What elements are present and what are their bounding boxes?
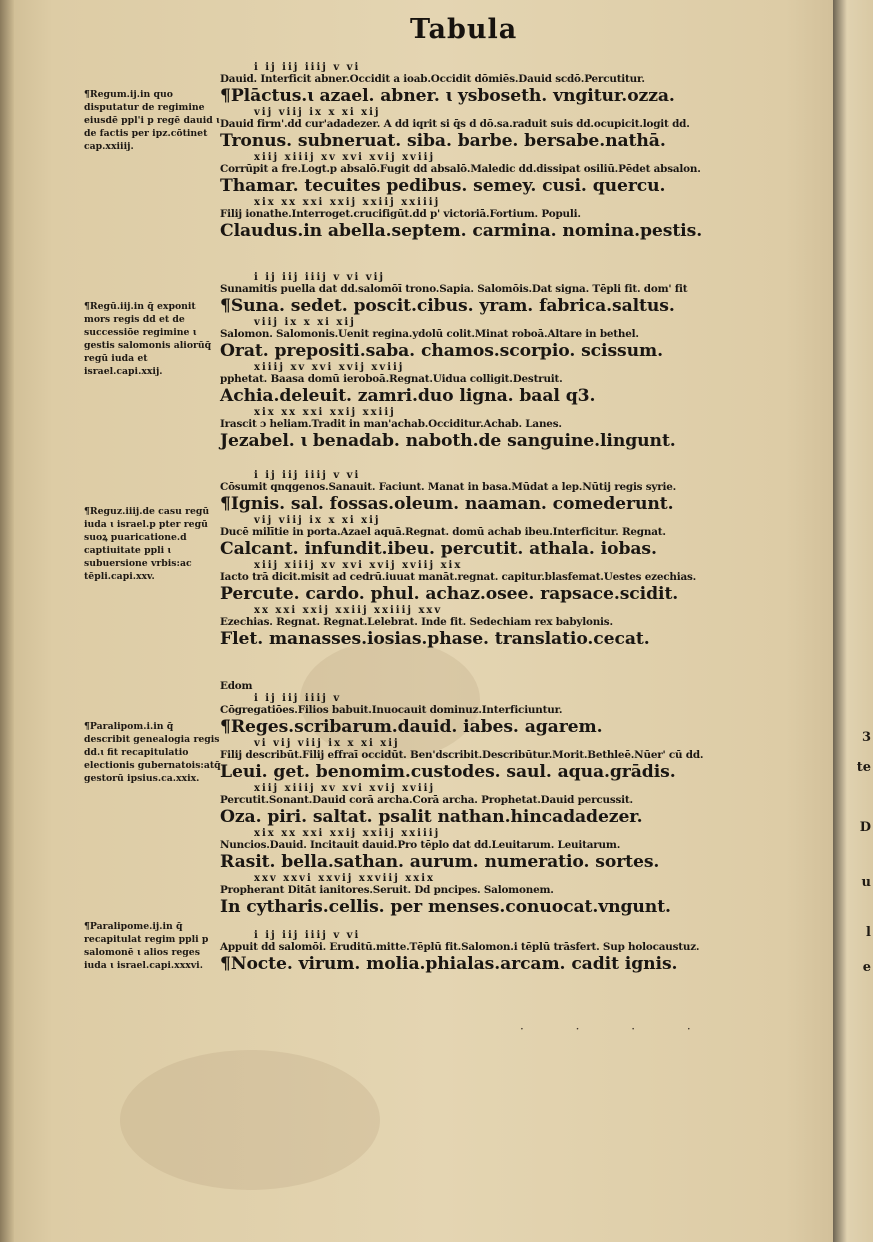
line-text: Thamar. tecuites pedibus. semey. cusi. quercu.	[220, 176, 666, 196]
gloss-line	[220, 481, 820, 494]
line-text: Irascit ɔ heliam.Tradit in man'achab.Occiditur.Achab. Lanes.	[220, 418, 562, 430]
line-text: Calcant. infundit.ibeu. percutit. athala. iobas.	[220, 539, 657, 559]
gloss-line	[220, 163, 820, 176]
line-text: Appuit dd salomōi. Eruditū.mitte.Tēplū fit.Salomon.i tēplū trāsfert. Sup holocaustuz.	[220, 941, 700, 953]
keyword-line	[220, 897, 820, 918]
index-group	[220, 272, 820, 452]
line-text: Oza. piri. saltat. psalit nathan.hincadadezer.	[220, 807, 643, 827]
line-text: ¶Suna. sedet. poscit.cibus. yram. fabrica.saltus.	[220, 296, 675, 316]
gloss-line	[220, 794, 820, 807]
line-text: xix xx xxi xxij xxiij	[254, 407, 396, 418]
numeral-row	[220, 515, 820, 526]
gloss-line	[220, 118, 820, 131]
paper-stain	[120, 1050, 380, 1190]
line-text: xix xx xxi xxij xxiij xxiiij	[254, 828, 441, 839]
keyword-line	[220, 954, 820, 975]
line-text: i ij iij iiij v vi vij	[254, 272, 385, 283]
line-text: Flet. manasses.iosias.phase. translatio.cecat.	[220, 629, 650, 649]
keyword-line	[220, 494, 820, 515]
line-text: xiij xiiij xv xvi xvij xviij	[254, 152, 436, 163]
keyword-line	[220, 717, 820, 738]
numeral-row	[220, 470, 820, 481]
left-page-edge	[0, 0, 14, 1242]
line-text: vij viij ix x xi xij	[254, 107, 381, 118]
line-text: pphetat. Baasa domū ieroboā.Regnat.Uidua colligit.Destruit.	[220, 373, 563, 385]
numeral-row	[220, 560, 820, 571]
line-text: Tronus. subneruat. siba. barbe. bersabe.nathā.	[220, 131, 666, 151]
line-text: Edom	[220, 680, 253, 692]
line-text: Claudus.in abella.septem. carmina. nomina.pestis.	[220, 221, 703, 241]
line-text: i ij iij iiij v	[254, 693, 342, 704]
keyword-line	[220, 131, 820, 152]
index-group	[220, 470, 820, 650]
gloss-line	[220, 680, 820, 693]
keyword-line	[220, 296, 820, 317]
keyword-line	[220, 852, 820, 873]
keyword-line	[220, 221, 820, 242]
line-text: Nuncios.Dauid. Incitauit dauid.Pro tēplo dat dd.Leuitarum. Leuitarum.	[220, 839, 621, 851]
line-text: Filij describūt.Filij effraī occidūt. Ben'dscribit.Describūtur.Morit.Bethleē.Nūer' cū dd.	[220, 749, 704, 761]
line-text: Orat. prepositi.saba. chamos.scorpio. scissum.	[220, 341, 663, 361]
gloss-line	[220, 571, 820, 584]
line-text: Cōsumit qnqgenos.Sanauit. Faciunt. Manat in basa.Mūdat a lep.Nūtij regis syrie.	[220, 481, 677, 493]
numeral-row	[220, 828, 820, 839]
facing-page-fragment: l	[866, 925, 871, 940]
line-text: xxv xxvi xxvij xxviij xxix	[254, 873, 435, 884]
gloss-line	[220, 526, 820, 539]
line-text: Ezechias. Regnat. Regnat.Lelebrat. Inde fit. Sedechiam rex babylonis.	[220, 616, 613, 628]
line-text: viij ix x xi xij	[254, 317, 356, 328]
numeral-row	[220, 738, 820, 749]
keyword-line	[220, 86, 820, 107]
line-text: vij viij ix x xi xij	[254, 515, 381, 526]
line-text: Corrūpit a fre.Logt.p absalō.Fugit dd absalō.Maledic dd.dissipat osiliū.Pēdet absalon.	[220, 163, 701, 175]
line-text: Filij ionathe.Interroget.crucifigūt.dd p' victoriā.Fortium. Populi.	[220, 208, 581, 220]
line-text: Achia.deleuit. zamri.duo ligna. baal q3.	[220, 386, 596, 406]
page-title: Tabula	[410, 14, 518, 45]
line-text: xix xx xxi xxij xxiij xxiiij	[254, 197, 441, 208]
numeral-row	[220, 873, 820, 884]
line-text: xx xxi xxij xxiij xxiiij xxv	[254, 605, 443, 616]
keyword-line	[220, 539, 820, 560]
index-group	[220, 62, 820, 242]
facing-page-fragment: u	[861, 875, 871, 890]
numeral-row	[220, 605, 820, 616]
margin-note: ¶Paralipom.i.in q̄ describit genealogia regis dd.ɩ fit recapitulatio electionis gubernatois:atq̄ gestorū ipsius.ca.xxix.	[84, 721, 221, 784]
numeral-row	[220, 407, 820, 418]
gloss-line	[220, 884, 820, 897]
keyword-line	[220, 176, 820, 197]
gloss-line	[220, 941, 820, 954]
line-text: ¶Reges.scribarum.dauid. iabes. agarem.	[220, 717, 603, 737]
line-text: xiiij xv xvi xvij xviij	[254, 362, 405, 373]
line-text: Rasit. bella.sathan. aurum. numeratio. sortes.	[220, 852, 660, 872]
numeral-row	[220, 197, 820, 208]
line-text: i ij iij iiij v vi	[254, 470, 361, 481]
gloss-line	[220, 704, 820, 717]
line-text: Leui. get. benomim.custodes. saul. aqua.grādis.	[220, 762, 676, 782]
line-text: xiij xiiij xv xvi xvij xviij xix	[254, 560, 463, 571]
line-text: Cōgregatiōes.Filios babuit.Inuocauit dominuz.Interficiuntur.	[220, 704, 563, 716]
facing-page-fragment: te	[856, 760, 871, 775]
margin-note: ¶Reguz.iiij.de casu regū iuda ɩ israel.p pter regū suoꝝ puaricatione.d captiuitate ppli ɩ subuersione vrbis:ac tēpli.capi.xxv.	[84, 506, 210, 582]
line-text: Percute. cardo. phul. achaz.osee. rapsace.scidit.	[220, 584, 679, 604]
margin-note: ¶Paralipome.ij.in q̄ recapitulat regim ppli p salomonē ɩ alios reges iuda ɩ israel.capi.xxxvi.	[84, 921, 209, 971]
numeral-row	[220, 930, 820, 941]
index-group	[220, 680, 820, 918]
numeral-row	[220, 62, 820, 73]
facing-page-fragment: e	[862, 960, 871, 975]
gloss-line	[220, 208, 820, 221]
line-text: Jezabel. ɩ benadab. naboth.de sanguine.lingunt.	[220, 431, 676, 451]
line-text: Propherant Ditāt ianitores.Seruit. Dd pncipes. Salomonem.	[220, 884, 554, 896]
index-group	[220, 930, 820, 975]
gloss-line	[220, 839, 820, 852]
numeral-row	[220, 783, 820, 794]
gloss-line	[220, 418, 820, 431]
numeral-row	[220, 152, 820, 163]
gloss-line	[220, 373, 820, 386]
line-text: xiij xiiij xv xvi xvij xviij	[254, 783, 436, 794]
line-text: i ij iij iiij v vi	[254, 62, 361, 73]
facing-page-edge	[833, 0, 873, 1242]
numeral-row	[220, 272, 820, 283]
line-text: Percutit.Sonant.Dauid corā archa.Corā archa. Prophetat.Dauid percussit.	[220, 794, 633, 806]
keyword-line	[220, 762, 820, 783]
margin-note: ¶Regū.iij.in q̄ exponit mors regis dd et de successiōe regimine ɩ gestis salomonis aliorūq̄ regū iuda et israel.capi.xxij.	[84, 301, 212, 377]
line-text: ¶Ignis. sal. fossas.oleum. naaman. comederunt.	[220, 494, 674, 514]
facing-page-fragment: 3	[861, 730, 871, 745]
line-text: Iacto trā dicit.misit ad cedrū.iuuat manāt.regnat. capitur.blasfemat.Uestes ezechias.	[220, 571, 697, 583]
line-text: Dauid firm'.dd cur'adadezer. A dd iqrit si q̄s d dō.sa.raduit suis dd.ocupicit.logit dd.	[220, 118, 690, 130]
numeral-row	[220, 362, 820, 373]
numeral-row	[220, 693, 820, 704]
line-text: vi vij viij ix x xi xij	[254, 738, 400, 749]
line-text: In cytharis.cellis. per menses.conuocat.vngunt.	[220, 897, 671, 917]
line-text: Ducē milītie in porta.Azael aquā.Regnat. domū achab ibeu.Interficitur. Regnat.	[220, 526, 666, 538]
line-text: i ij iij iiij v vi	[254, 930, 361, 941]
gloss-line	[220, 616, 820, 629]
keyword-line	[220, 386, 820, 407]
line-text: Sunamitis puella dat dd.salomōī trono.Sapia. Salomōis.Dat signa. Tēpli fit. dom' fit	[220, 283, 688, 295]
gloss-line	[220, 749, 820, 762]
keyword-line	[220, 807, 820, 828]
numeral-row	[220, 317, 820, 328]
numeral-row	[220, 107, 820, 118]
margin-note: ¶Regum.ij.in quo disputatur de regimine eiusdē ppl'i p regē dauid ɩ de factis per ipz.cōtinet cap.xxiiij.	[84, 89, 220, 152]
keyword-line	[220, 431, 820, 452]
ink-specks: · · · ·	[520, 1022, 715, 1036]
gloss-line	[220, 283, 820, 296]
keyword-line	[220, 341, 820, 362]
facing-page-fragment: D	[859, 820, 871, 835]
gloss-line	[220, 328, 820, 341]
line-text: Dauid. Interficit abner.Occidit a ioab.Occidit dōmiēs.Dauid scdō.Percutitur.	[220, 73, 645, 85]
line-text: ¶Nocte. virum. molia.phialas.arcam. cadit ignis.	[220, 954, 678, 974]
line-text: ¶Plāctus.ɩ azael. abner. ɩ ysboseth. vngitur.ozza.	[220, 86, 675, 106]
line-text: Salomon. Salomonis.Uenit regina.ydolū colit.Minat roboā.Altare in bethel.	[220, 328, 639, 340]
keyword-line	[220, 584, 820, 605]
gloss-line	[220, 73, 820, 86]
keyword-line	[220, 629, 820, 650]
